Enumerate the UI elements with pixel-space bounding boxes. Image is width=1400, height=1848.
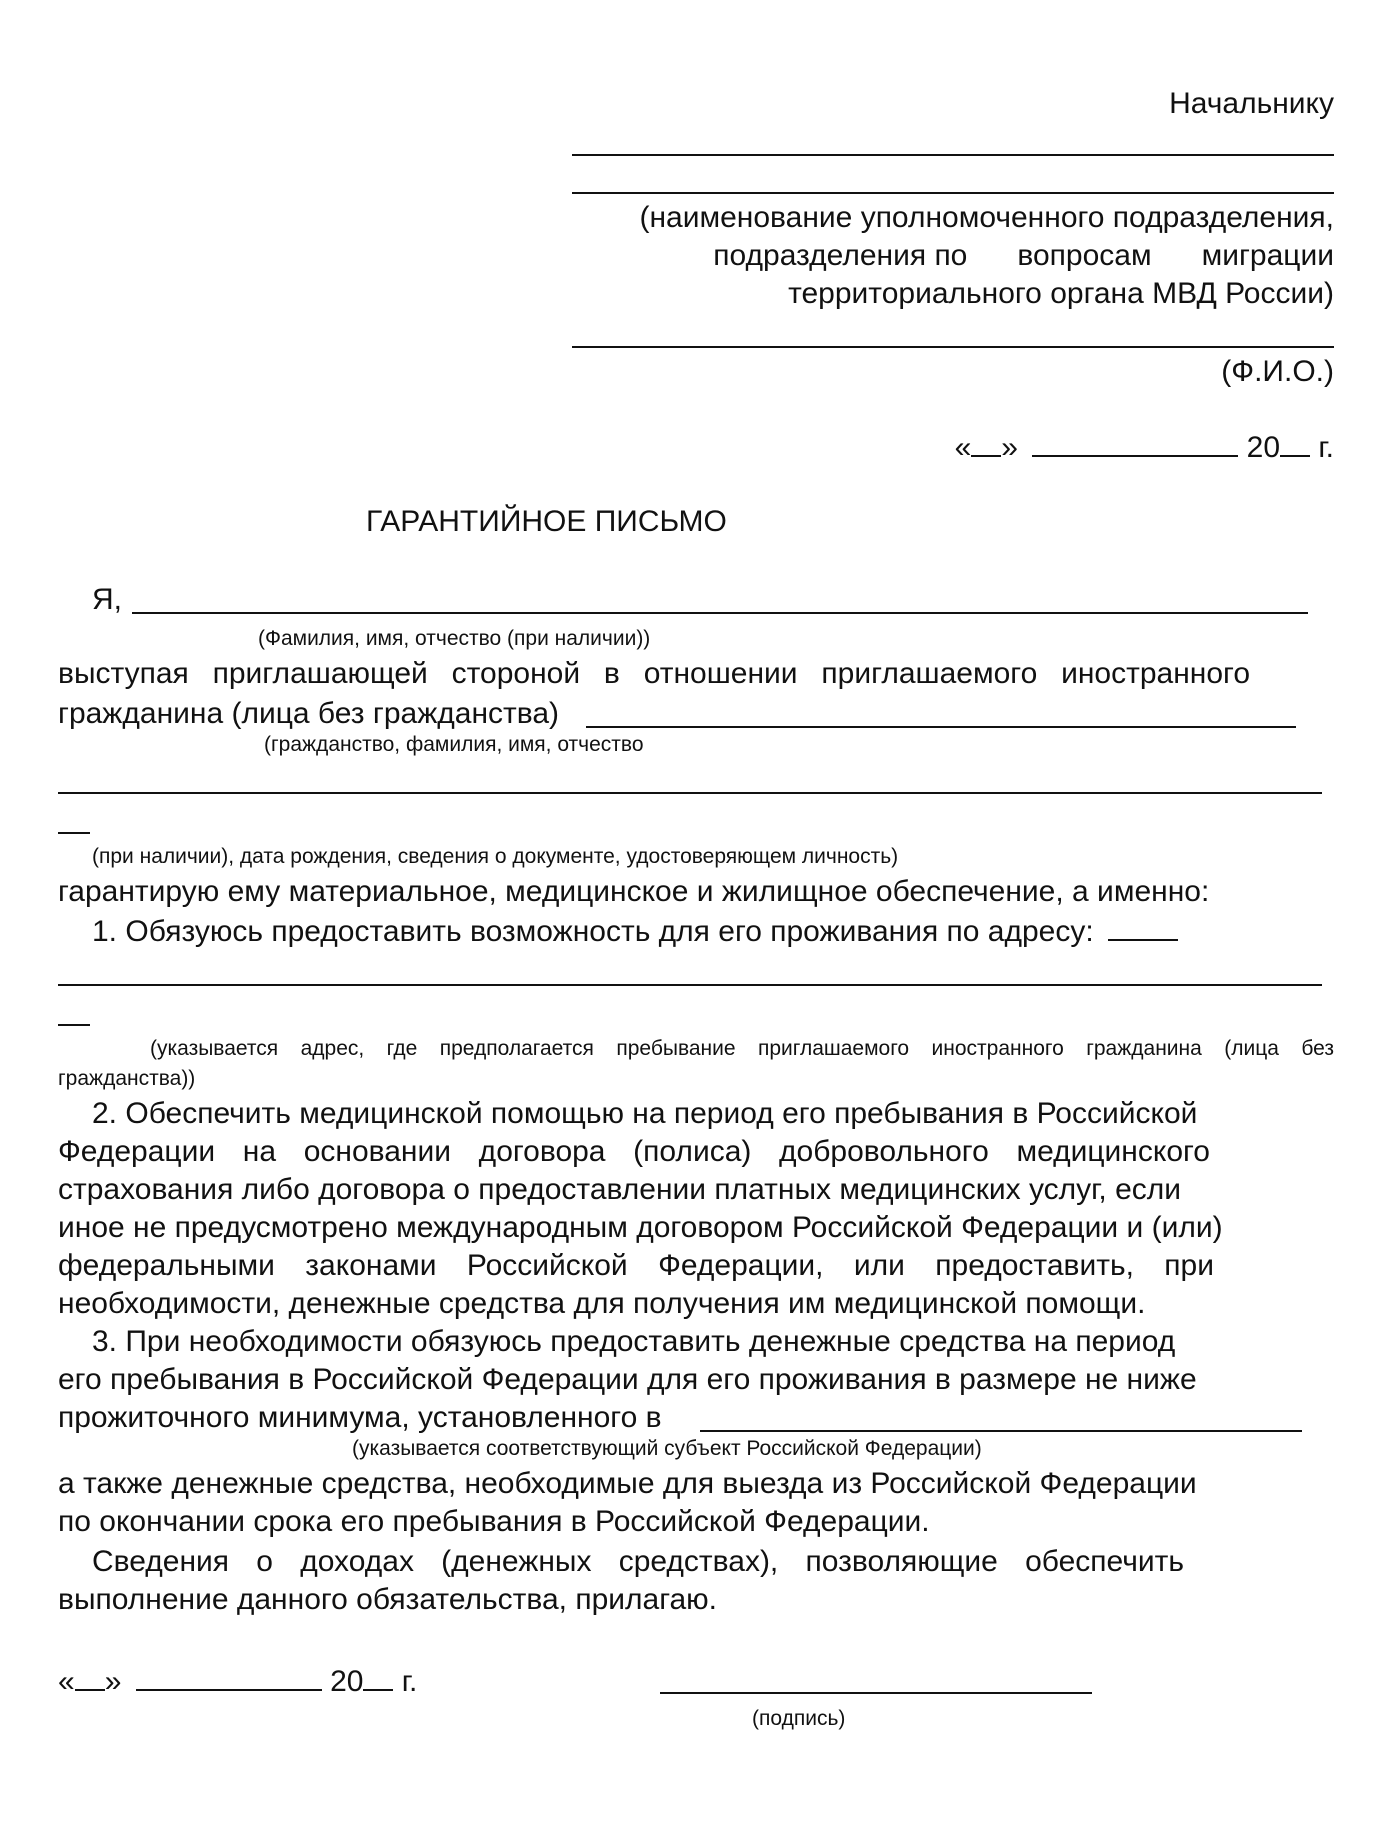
citizen-hint-2: (при наличии), дата рождения, сведения о документе, удостоверяющем личность)	[92, 845, 899, 868]
item-2-line-3: страхования либо договора о предоставлении платных медицинских услуг, если	[58, 1173, 1182, 1206]
region-line[interactable]	[700, 1430, 1302, 1432]
header-date	[955, 430, 1334, 466]
date-year-prefix: 20	[1246, 431, 1281, 464]
income-line-2: выполнение данного обязательства, прилагаю.	[58, 1583, 718, 1616]
item-2-line-4: иное не предусмотрено международным договором Российской Федерации и (или)	[58, 1211, 1223, 1244]
item-2-line-2: Федерации на основании договора (полиса) добровольного медицинского	[58, 1135, 1210, 1168]
item-2-line-5: федеральными законами Российской Федерации, или предоставить, при	[58, 1249, 1214, 1282]
date-month-blank[interactable]	[1032, 433, 1238, 457]
signature-hint: (подпись)	[752, 1707, 846, 1730]
item-3-line-4: а также денежные средства, необходимые для выезда из Российской Федерации	[58, 1467, 1197, 1500]
date-open-quote: «	[954, 431, 972, 464]
footer-date	[58, 1664, 417, 1700]
addressee-line-2[interactable]	[572, 192, 1334, 194]
item-3-line-2: его пребывания в Российской Федерации для его проживания в размере не ниже	[58, 1363, 1197, 1396]
footer-date-month-blank[interactable]	[136, 1667, 322, 1691]
citizen-line-2[interactable]	[58, 792, 1322, 794]
i-label: Я,	[92, 583, 122, 616]
addressee-line-1[interactable]	[572, 154, 1334, 156]
inviting-line-2: гражданина (лица без гражданства)	[58, 697, 560, 730]
footer-date-suffix: г.	[401, 1665, 418, 1698]
address-hint-2: гражданства))	[58, 1067, 196, 1090]
item-2-line-1: 2. Обеспечить медицинской помощью на период его пребывания в Российской	[92, 1097, 1198, 1130]
guarantee-line: гарантирую ему материальное, медицинское и жилищное обеспечение, а именно:	[58, 875, 1210, 908]
footer-date-year-prefix: 20	[330, 1665, 364, 1698]
signature-line[interactable]	[660, 1692, 1092, 1694]
item-1-text: 1. Обязуюсь предоставить возможность для его проживания по адресу:	[92, 915, 1094, 948]
full-name-hint: (Фамилия, имя, отчество (при наличии))	[258, 627, 651, 650]
org-hint-line-3: территориального органа МВД России)	[788, 277, 1334, 310]
footer-date-day-blank[interactable]	[75, 1667, 105, 1691]
item-2-line-6: необходимости, денежные средства для получения им медицинской помощи.	[58, 1287, 1146, 1320]
income-line-1: Сведения о доходах (денежных средствах), позволяющие обеспечить	[92, 1545, 1184, 1578]
address-blank-inline[interactable]	[1108, 917, 1178, 941]
date-day-blank[interactable]	[971, 433, 1001, 457]
date-suffix: г.	[1318, 431, 1334, 464]
date-close-quote: »	[1001, 431, 1018, 464]
address-hint-1: (указывается адрес, где предполагается пребывание приглашаемого иностранного гражданина (лица без	[150, 1037, 1334, 1060]
fio-line[interactable]	[572, 346, 1334, 348]
item-3-line-5: по окончании срока его пребывания в Российской Федерации.	[58, 1505, 930, 1538]
org-hint-line-1: (наименование уполномоченного подразделения,	[639, 201, 1334, 234]
footer-date-year-blank[interactable]	[363, 1667, 393, 1691]
date-year-blank[interactable]	[1280, 433, 1310, 457]
org-hint-line-2: подразделения по вопросам миграции	[713, 239, 1334, 272]
item-1	[92, 914, 1178, 950]
address-line-2[interactable]	[58, 1024, 90, 1026]
fio-hint: (Ф.И.О.)	[1221, 355, 1334, 388]
footer-date-open-quote: «	[58, 1665, 75, 1698]
citizen-line-1[interactable]	[586, 726, 1296, 728]
citizen-line-3[interactable]	[58, 832, 90, 834]
citizen-hint: (гражданство, фамилия, имя, отчество	[264, 733, 644, 756]
region-hint: (указывается соответствующий субъект Российской Федерации)	[352, 1437, 982, 1460]
full-name-line[interactable]	[132, 612, 1308, 614]
addressee-label: Начальнику	[1169, 87, 1334, 120]
address-line-1[interactable]	[58, 984, 1322, 986]
footer-date-close-quote: »	[104, 1665, 122, 1698]
inviting-line-1: выступая приглашающей стороной в отношении приглашаемого иностранного	[58, 657, 1250, 690]
item-3-line-1: 3. При необходимости обязуюсь предоставить денежные средства на период	[92, 1325, 1176, 1358]
item-3-line-3: прожиточного минимума, установленного в	[58, 1401, 662, 1434]
document-title: ГАРАНТИЙНОЕ ПИСЬМО	[366, 505, 727, 538]
